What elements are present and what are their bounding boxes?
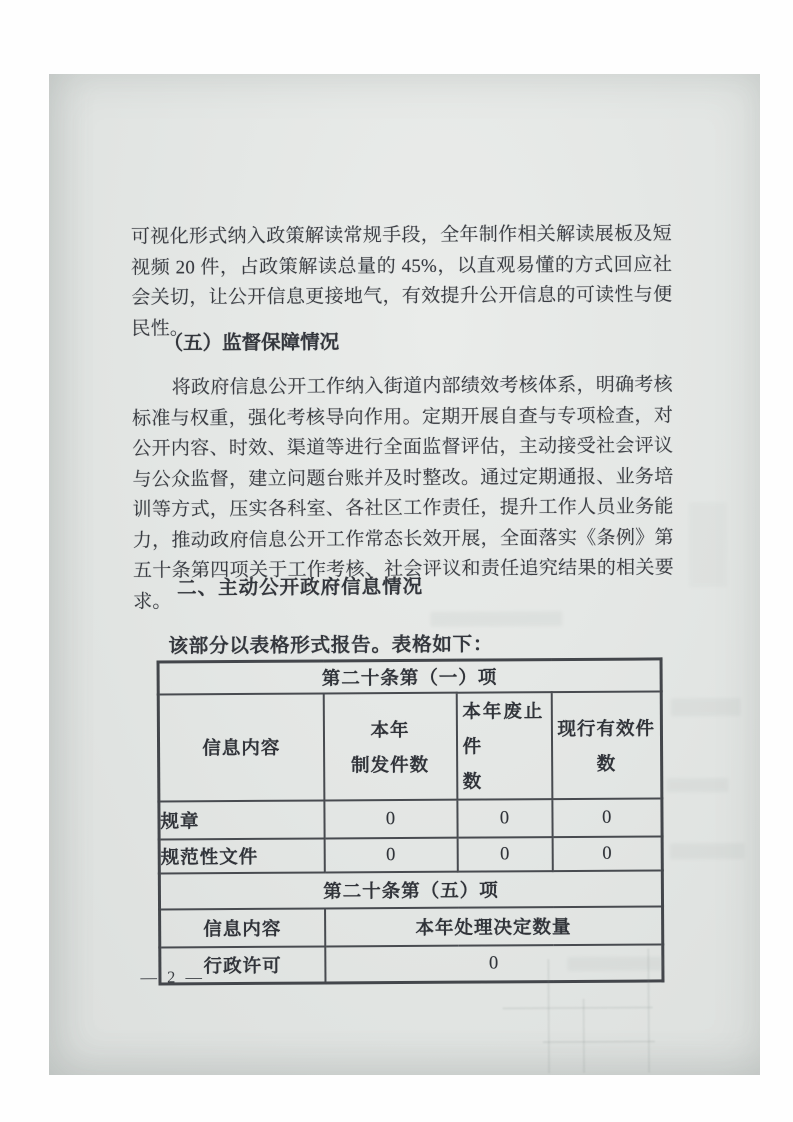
bleedthrough-artifact [671,698,741,716]
table-section-b-title: 第二十条第（五）项 [159,870,662,909]
table-section-a-title: 第二十条第（一）项 [158,659,661,695]
column-header-issued-this-year: 本年 制发件数 [323,693,457,801]
bleedthrough-artifact [666,778,728,792]
disclosure-table [157,657,665,985]
cell-value: 0 [552,798,662,837]
bleedthrough-artifact [430,611,562,627]
cell-value: 0 [457,837,552,872]
column-header-info-content-b: 信息内容 [160,908,325,947]
row-label-administrative-license: 行政许可 [160,946,325,984]
cell-value: 0 [325,944,663,983]
column-header-repealed-this-year: 本年废止件 数 [456,692,552,800]
row-label-normative-documents: 规范性文件 [159,838,324,873]
table-intro-line: 该部分以表格形式报告。表格如下： [168,634,494,658]
body-paragraph-1: 可视化形式纳入政策解读常规手段，全年制作相关解读展板及短视频 20 件，占政策解读总量的 45%，以直观易懂的方式回应社会关切，让公开信息更接地气，有效提升公开信息的可读性与便民性。 [130,223,673,340]
column-header-currently-valid: 现行有效件数 [551,691,662,799]
cell-value: 0 [324,838,457,873]
bleedthrough-artifact [689,502,728,587]
section-heading-proactive-disclosure: 二、主动公开政府信息情况 [177,575,424,600]
page-number: — 2 — [140,967,206,987]
column-header-info-content: 信息内容 [158,693,324,801]
body-paragraph-2: 将政府信息公开工作纳入街道内部绩效考核体系，明确考核标准与权重，强化考核导向作用。定期开展自查与专项检查，对公开内容、时效、渠道等进行全面监督评估，主动接受社会评议与公众监督，建立问题台账并及时整改。通过定期通报、业务培训等方式，压实各科室、各社区工作责任，提升工作人员业务能力，推动政府信息公开工作常态长效开展，全面落实《条例》第五十条第四项关于工作考核、社会评议和责任追究结果的相关要求。 [131,374,675,613]
table-row-rules [159,798,662,839]
row-label-rules: 规章 [159,800,324,839]
cell-value: 0 [324,800,457,839]
cell-value: 0 [552,836,662,871]
page-content [46,72,763,1077]
bleedthrough-grid-line [503,1006,653,1009]
column-header-decisions-this-year: 本年处理决定数量 [325,906,663,946]
scanned-page [49,74,760,1075]
bleedthrough-artifact [670,843,745,859]
bleedthrough-grid-line [543,1040,655,1043]
bleedthrough-grid-line [583,999,585,1073]
table-row-normative-documents [159,836,662,873]
section-heading-supervision: （五）监督保障情况 [163,332,340,355]
cell-value: 0 [457,799,552,838]
